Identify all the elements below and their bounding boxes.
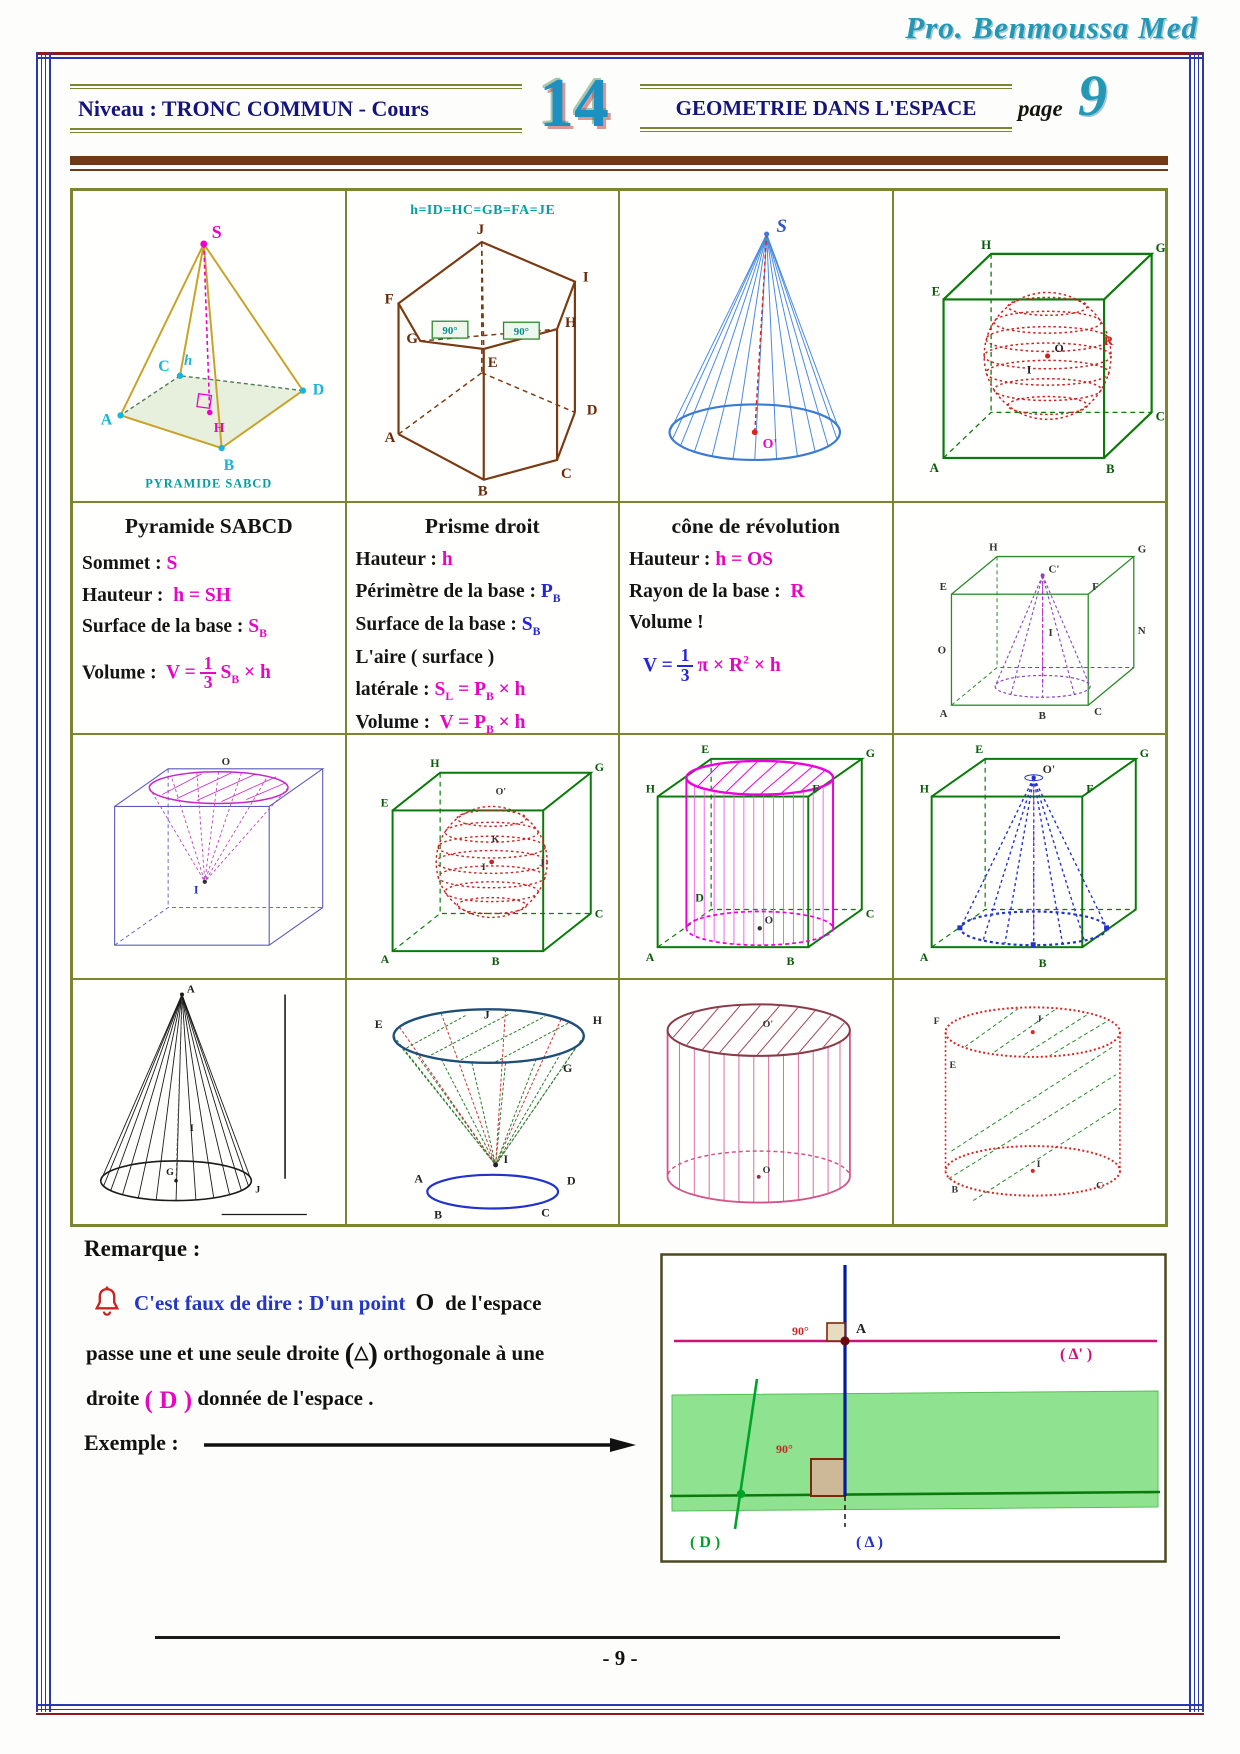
label-c: C — [158, 357, 170, 375]
exemple-label: Exemple : — [84, 1430, 179, 1455]
label-c: C — [1155, 409, 1165, 424]
label-i: I — [193, 882, 199, 897]
header-rule-thick — [70, 156, 1168, 165]
label-i: I — [1048, 626, 1053, 639]
label-e: E — [374, 1017, 383, 1032]
label-a: A — [919, 950, 928, 965]
label-a: A — [186, 983, 195, 996]
page-title: GEOMETRIE DANS L'ESPACE — [675, 96, 977, 121]
volume-label-line: Volume ! — [629, 612, 704, 634]
label-s: S — [211, 221, 222, 242]
volume-line: Volume : $V = P_B \times h$ — [355, 711, 526, 734]
label-o-prime: O' — [495, 786, 506, 798]
figure-pyramide-sabcd — [73, 191, 345, 501]
label-c: C — [1095, 1180, 1103, 1192]
figure-caption: PYRAMIDE SABCD — [145, 476, 273, 491]
label-b: B — [1038, 710, 1046, 723]
paren-close: ) — [368, 1338, 378, 1370]
page-word: page — [1018, 96, 1063, 121]
page-number-script: 9 — [1078, 63, 1107, 128]
label-c: C — [560, 465, 572, 482]
figure-pink-cylinder — [620, 980, 892, 1224]
figure-prisme-hexagonal — [347, 191, 619, 501]
label-j: J — [476, 222, 484, 239]
example-figure — [660, 1253, 1167, 1563]
surface-line: Surface de la base : $S_B$ — [82, 616, 267, 641]
label-i: I — [481, 861, 486, 873]
label-g: G — [1137, 543, 1146, 556]
label-f: F — [812, 781, 820, 796]
cell-fig-red-cylinder — [893, 979, 1167, 1225]
label-e: E — [701, 741, 710, 756]
label-a: A — [939, 708, 947, 721]
figure-cylinder-in-cube — [620, 735, 892, 978]
header-rule-thin — [70, 169, 1168, 171]
remark-line-1 — [90, 1285, 541, 1321]
label-d: D — [312, 381, 325, 399]
label-g: G — [865, 745, 875, 760]
frame-left-line-1 — [36, 52, 38, 1712]
bell-icon — [90, 1285, 124, 1321]
figure-cone-revolution — [620, 191, 892, 501]
label-c: C — [540, 1205, 550, 1220]
frame-right-line-4 — [1202, 52, 1204, 1712]
figure-black-cone — [73, 980, 345, 1224]
figure-cube-cone-sketch — [894, 503, 1166, 733]
figure-red-dashed-cylinder — [894, 980, 1166, 1224]
angle-90-left: 90° — [441, 325, 458, 338]
frame-left-line-2 — [41, 52, 42, 1712]
label-f: F — [1085, 781, 1093, 796]
label-c: C — [594, 906, 603, 921]
label-o: O — [1054, 340, 1064, 355]
remark-false-statement: C'est faux de dire : D'un point — [134, 1290, 406, 1315]
label-o: O — [764, 914, 774, 927]
label-b: B — [433, 1207, 442, 1222]
cell-fig-prisme — [346, 190, 620, 502]
remark-point-o: O — [415, 1289, 436, 1316]
label-j: J — [538, 857, 544, 869]
label-e: E — [931, 284, 940, 299]
label-j: J — [255, 1184, 261, 1196]
label-e: E — [939, 581, 947, 594]
label-g: G — [405, 331, 418, 348]
divider — [640, 84, 1012, 86]
label-h: h — [183, 352, 193, 369]
figure-double-cone — [347, 980, 619, 1224]
frame-top-red-line — [36, 52, 1204, 55]
angle-90-right: 90° — [513, 326, 529, 339]
cell-fig-pink-cylinder — [619, 979, 893, 1225]
cell-title: Pyramide SABCD — [124, 514, 293, 538]
author-signature: Pro. Benmoussa Med — [905, 10, 1198, 45]
cell-text-prisme — [346, 502, 620, 734]
label-h: H — [429, 755, 439, 770]
label-d: D — [566, 1173, 576, 1188]
triangle-symbol: △ — [354, 1342, 369, 1362]
divider — [70, 132, 522, 134]
frame-bottom-blue-line-2 — [36, 1709, 1204, 1710]
label-e: E — [948, 1059, 956, 1071]
paren-open: ( — [344, 1338, 355, 1370]
divider — [70, 84, 522, 86]
label-g: G — [594, 759, 604, 774]
surface-line: Surface de la base : $S_B$ — [355, 613, 541, 638]
label-o: O — [762, 1164, 771, 1176]
label-g: G — [166, 1166, 174, 1178]
sommet-line: Sommet : S — [82, 552, 178, 574]
footer-page-number: - 9 - — [602, 1646, 638, 1670]
label-h: H — [988, 541, 998, 554]
label-h: H — [564, 315, 577, 332]
label-g: G — [562, 1060, 572, 1075]
divider — [640, 127, 1012, 129]
lesson-number: 14 — [539, 65, 609, 142]
label-b: B — [950, 1184, 958, 1196]
label-line-delta: ( Δ ) — [856, 1534, 883, 1551]
level-title: Niveau : TRONC COMMUN - Cours — [78, 96, 429, 122]
figures-table — [70, 188, 1168, 1227]
label-h: H — [592, 1013, 602, 1028]
figure-orthogonal-lines — [660, 1253, 1167, 1563]
label-i: I — [189, 1123, 194, 1135]
label-j: J — [1036, 1014, 1042, 1026]
label-a: A — [380, 952, 389, 967]
label-line-d: ( D ) — [690, 1534, 721, 1551]
label-e: E — [974, 741, 983, 756]
label-d: D — [695, 890, 704, 905]
frame-right-line-2 — [1194, 52, 1195, 1712]
cell-fig-cube-cone-sketch — [893, 502, 1167, 734]
prism-height-equation: h=ID=HC=GB=FA=JE — [409, 203, 555, 219]
label-f: F — [384, 291, 394, 308]
label-b: B — [491, 954, 500, 969]
label-s: S — [776, 216, 788, 238]
label-hfoot: H — [213, 421, 225, 437]
header-level-block — [70, 84, 522, 133]
label-c: C — [865, 906, 875, 921]
cell-fig-black-cone — [72, 979, 346, 1225]
hauteur-line: Hauteur : h = SH — [82, 584, 231, 606]
cell-fig-cone-cube — [893, 734, 1167, 979]
cell-fig-double-cone — [346, 979, 620, 1225]
remark-heading: Remarque : — [84, 1236, 201, 1261]
label-o-prime: O' — [762, 437, 778, 453]
label-a: A — [645, 950, 655, 965]
label-i: I — [1036, 1158, 1041, 1170]
label-g: G — [1139, 745, 1149, 760]
perimetre-line: Périmètre de la base : $P_B$ — [355, 580, 561, 605]
label-b: B — [1105, 461, 1115, 476]
label-o-prime: O' — [762, 1019, 774, 1031]
cell-text-cone — [619, 502, 893, 734]
label-h: H — [919, 781, 929, 796]
label-h: H — [980, 237, 991, 252]
label-a: A — [413, 1171, 423, 1186]
figure-cone-in-cube — [894, 735, 1166, 978]
label-h: H — [645, 781, 656, 796]
label-b: B — [477, 483, 488, 500]
label-a: A — [929, 460, 939, 475]
frame-top-blue-line — [36, 57, 1204, 59]
aire-line-2: latérale : $S_L = P_B \times h$ — [355, 678, 526, 703]
label-o-prime: O' — [1042, 761, 1055, 776]
label-b: B — [223, 456, 235, 474]
label-i: I — [582, 269, 589, 286]
cell-title: Prisme droit — [424, 514, 540, 538]
figure-sphere-in-cube-2 — [347, 735, 619, 978]
rayon-line: Rayon de la base : R — [629, 580, 805, 602]
frame-left-line-3 — [45, 52, 46, 1712]
cell-text-pyramide — [72, 502, 346, 734]
label-j: J — [483, 1007, 490, 1022]
label-d: D — [586, 402, 598, 419]
cell-fig-cylinder-cube — [619, 734, 893, 979]
cell-fig-cube-top-cone — [72, 734, 346, 979]
remark-line-2: passe une et une seule droite (△) orthogonale à une — [86, 1338, 545, 1370]
line-d-symbol: ( D ) — [144, 1387, 193, 1414]
label-a: A — [100, 411, 113, 429]
footer-rule — [155, 1636, 1060, 1639]
figure-cube-top-cone — [73, 735, 345, 978]
label-delta-prime: ( Δ' ) — [1060, 1346, 1093, 1363]
cell-fig-pyramide — [72, 190, 346, 502]
hauteur-line: Hauteur : h — [355, 548, 453, 570]
aire-line-1: L'aire ( surface ) — [355, 646, 495, 668]
exemple-arrow — [202, 1436, 638, 1459]
angle-90-plane: 90° — [776, 1442, 793, 1456]
label-n: N — [1137, 624, 1146, 637]
label-a: A — [384, 430, 395, 447]
remark-l1-rest: de l'espace — [445, 1290, 542, 1315]
frame-right-line-1 — [1189, 52, 1191, 1712]
remark-line-3: droite ( D ) donnée de l'espace . — [86, 1386, 374, 1414]
cell-fig-sphere-cube-2 — [346, 734, 620, 979]
cell-fig-sphere-cube — [893, 190, 1167, 502]
label-f: F — [933, 1016, 940, 1028]
cell-title: cône de révolution — [671, 514, 840, 538]
label-o: O — [937, 644, 946, 657]
frame-right-line-3 — [1198, 52, 1199, 1712]
cell-fig-cone — [619, 190, 893, 502]
header-title-block — [640, 84, 1012, 132]
volume-formula: V = $\frac{1}{3}$ $\pi \times R^2 \times h$ — [643, 645, 781, 686]
label-e: E — [487, 354, 498, 371]
label-i: I — [503, 1151, 508, 1166]
label-r: R — [1103, 334, 1113, 349]
label-k: K — [491, 834, 499, 846]
frame-bottom-red-line — [36, 1713, 1204, 1715]
label-c-prime: C' — [1048, 563, 1059, 576]
frame-bottom-blue-line-1 — [36, 1704, 1204, 1706]
label-c: C — [1093, 706, 1102, 719]
label-g: G — [1155, 240, 1165, 255]
hauteur-line: Hauteur : h = OS — [629, 548, 774, 570]
label-b: B — [786, 954, 795, 969]
divider — [640, 131, 1012, 133]
label-b: B — [1038, 955, 1047, 970]
label-point-a: A — [856, 1322, 867, 1337]
figure-sphere-in-cube — [894, 191, 1166, 501]
label-i: I — [1026, 362, 1031, 377]
volume-line: Volume : V = $\frac{1}{3}$ $S_B \times h$ — [82, 652, 271, 693]
label-e: E — [380, 795, 389, 810]
angle-90-top: 90° — [792, 1324, 809, 1338]
divider — [70, 128, 522, 130]
frame-left-line-4 — [49, 52, 51, 1712]
label-o: O — [221, 755, 231, 768]
label-f: F — [1091, 581, 1099, 594]
